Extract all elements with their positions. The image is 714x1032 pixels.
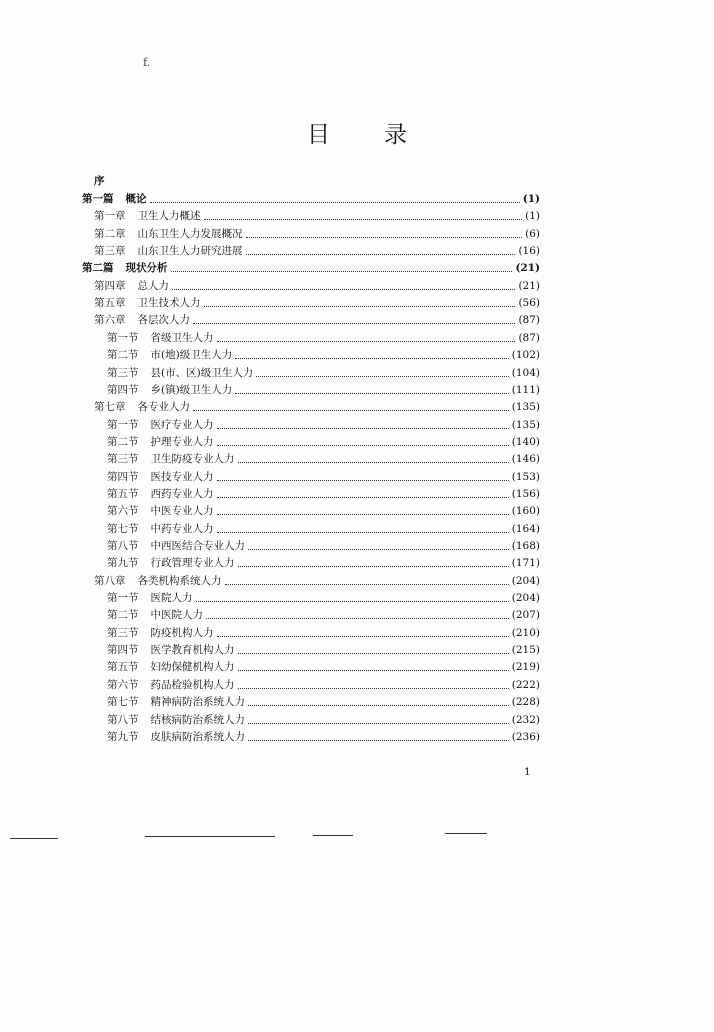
toc-entry — [107, 590, 540, 607]
toc-entry-label: 第六节 — [107, 678, 139, 691]
toc-entry-page: (219) — [511, 661, 540, 674]
dot-leader — [150, 192, 520, 203]
toc-entry — [107, 451, 540, 468]
toc-entry — [94, 226, 540, 243]
toc-entry — [82, 191, 540, 208]
toc-entry — [82, 260, 540, 277]
toc-entry-label: 第一节 — [107, 331, 139, 344]
toc-entry-page: (135) — [511, 401, 540, 414]
dot-leader — [217, 470, 509, 481]
toc-entry-page: (232) — [511, 713, 540, 726]
toc-entry-label: 第九节 — [107, 730, 139, 743]
toc-entry — [107, 712, 540, 729]
toc-entry-page: (207) — [511, 609, 540, 622]
dot-leader — [246, 227, 523, 238]
toc-entry-label: 第二篇 — [82, 262, 114, 275]
toc-entry-title: 中医院人力 — [150, 609, 203, 622]
dot-leader — [196, 591, 509, 602]
toc-entry-label: 第八节 — [107, 540, 139, 552]
dot-leader — [225, 574, 509, 585]
dot-leader — [238, 452, 509, 463]
toc-entry-title: 医疗专业人力 — [150, 418, 214, 431]
toc-entry-title: 西药专业人力 — [150, 487, 214, 500]
toc-entry — [107, 417, 540, 434]
toc-entry — [107, 503, 540, 520]
toc-entry-title: 医院人力 — [150, 592, 193, 605]
toc-entry — [107, 538, 540, 555]
toc-entry — [107, 694, 540, 711]
dot-leader — [248, 713, 509, 724]
toc-entry-label: 第六节 — [107, 505, 139, 518]
toc-entry — [107, 642, 540, 659]
toc-entry-page: (111) — [511, 383, 540, 396]
dot-leader — [206, 608, 509, 619]
toc-entry-title: 卫生人力概述 — [137, 210, 201, 223]
dot-leader — [217, 331, 516, 342]
toc-entry-title: 各类机构系统人力 — [137, 574, 222, 587]
toc-entry-title: 中医专业人力 — [150, 505, 214, 518]
dot-leader — [235, 348, 509, 359]
toc-entry-page: (16) — [518, 245, 540, 258]
toc-entry-title: 防疫机构人力 — [150, 626, 214, 639]
toc-entry-label: 第五节 — [107, 487, 139, 500]
toc-entry — [94, 208, 540, 225]
toc-entry-label: 第七节 — [107, 522, 139, 535]
toc-entry-page: (87) — [518, 314, 540, 327]
toc-entry — [107, 555, 540, 572]
toc-entry — [107, 521, 540, 538]
toc-entry — [107, 607, 540, 624]
toc-entry-page: (156) — [511, 487, 540, 500]
toc-entry-title: 行政管理专业人力 — [150, 557, 235, 570]
dot-leader — [193, 313, 515, 324]
toc-entry-page: (164) — [511, 522, 540, 535]
dot-leader — [238, 556, 509, 567]
dot-leader — [217, 522, 509, 533]
dot-leader — [238, 678, 509, 689]
toc-entry-page: (87) — [518, 331, 540, 344]
dot-leader — [217, 418, 509, 429]
toc-entry-label: 第一节 — [107, 418, 139, 431]
toc-entry — [107, 434, 540, 451]
toc-entry-title: 概论 — [125, 193, 147, 205]
toc-entry-label: 第一章 — [94, 210, 126, 223]
dot-leader — [193, 400, 509, 411]
scan-line — [10, 838, 58, 839]
toc-entry-label: 第七节 — [107, 696, 139, 709]
toc-entry-page: (1) — [525, 210, 540, 223]
toc-entry-page: (204) — [511, 592, 540, 605]
dot-leader — [248, 695, 509, 706]
toc-entry-page: (204) — [511, 574, 540, 587]
page-number: 1 — [524, 766, 531, 778]
toc-entry-title: 结核病防治系统人力 — [150, 713, 245, 726]
toc-entry-page: (102) — [511, 349, 540, 362]
toc-entry-page: (160) — [511, 505, 540, 518]
toc-entry-label: 第八节 — [107, 713, 139, 726]
toc-entry — [107, 659, 540, 676]
toc-entry — [107, 486, 540, 503]
toc-entry — [107, 382, 540, 399]
toc-entry-title: 中药专业人力 — [150, 522, 214, 535]
dot-leader — [256, 366, 509, 377]
toc-entry-title: 各专业人力 — [137, 401, 190, 414]
toc-entry-page: (140) — [511, 435, 540, 448]
toc-entry — [107, 330, 540, 347]
toc-entry-title: 护理专业人力 — [150, 435, 214, 448]
toc-entry-label: 第四章 — [94, 279, 126, 292]
toc-entry-label: 第二章 — [94, 227, 126, 240]
dot-leader — [204, 209, 523, 220]
toc-entry-label: 第二节 — [107, 349, 139, 362]
toc-entry-title: 乡(镇)级卫生人力 — [150, 383, 233, 396]
scan-line — [445, 833, 487, 834]
toc-entry-label: 第三节 — [107, 453, 139, 466]
toc-entry-page: (104) — [511, 366, 540, 379]
dot-leader — [248, 539, 509, 550]
toc-entry-title: 各层次人力 — [137, 314, 190, 327]
scan-line — [313, 835, 353, 836]
toc-entry-label: 第一篇 — [82, 193, 114, 205]
dot-leader — [235, 383, 509, 394]
toc-entry-page: (168) — [511, 540, 540, 552]
toc-entry-title: 中西医结合专业人力 — [150, 540, 245, 552]
toc-entry — [107, 347, 540, 364]
toc-entry — [94, 243, 540, 260]
toc-entry-page: (21) — [515, 262, 540, 275]
toc-entry-page: (146) — [511, 453, 540, 466]
toc-entry-label: 第八章 — [94, 574, 126, 587]
dot-leader — [238, 660, 509, 671]
dot-leader — [217, 626, 509, 637]
toc-entry-label: 第四节 — [107, 383, 139, 396]
toc-entry — [94, 399, 540, 416]
toc-entry-title: 卫生技术人力 — [137, 297, 201, 310]
scan-line — [145, 836, 275, 837]
toc-entry-label: 第一节 — [107, 592, 139, 605]
toc-entry — [94, 295, 540, 312]
toc-entry-page: (135) — [511, 418, 540, 431]
toc-entry-title: 皮肤病防治系统人力 — [150, 730, 245, 743]
toc-entry-page: (153) — [511, 470, 540, 483]
toc-entry-title: 县(市、区)级卫生人力 — [150, 366, 254, 379]
toc-entry-page: (21) — [518, 279, 540, 292]
toc-entry-title: 药品检验机构人力 — [150, 678, 235, 691]
toc-entry — [107, 677, 540, 694]
dot-leader — [217, 435, 509, 446]
dot-leader — [248, 730, 509, 741]
toc-entry — [94, 278, 540, 295]
toc-entry — [107, 625, 540, 642]
toc-entry-page: (56) — [518, 297, 540, 310]
toc-entry-label: 第六章 — [94, 314, 126, 327]
dot-leader — [246, 244, 516, 255]
toc-entry-title: 医学教育机构人力 — [150, 644, 235, 657]
toc-entry-title: 妇幼保健机构人力 — [150, 661, 235, 674]
preface-heading: 序 — [94, 175, 105, 187]
toc-entry-label: 第七章 — [94, 401, 126, 414]
toc-entry-title: 卫生防疫专业人力 — [150, 453, 235, 466]
toc-entry-page: (210) — [511, 626, 540, 639]
toc-entry-label: 第二节 — [107, 609, 139, 622]
toc-entry-title: 山东卫生人力发展概况 — [137, 227, 243, 240]
toc-entry — [94, 312, 540, 329]
toc-entry — [107, 729, 540, 746]
toc-entry-label: 第四节 — [107, 470, 139, 483]
corner-mark: f. — [143, 56, 151, 69]
dot-leader — [172, 279, 515, 290]
toc-entry — [94, 573, 540, 590]
dot-leader — [204, 296, 516, 307]
toc-entry-label: 第三章 — [94, 245, 126, 258]
toc-entry-page: (1) — [522, 193, 540, 205]
toc-entry-label: 第三节 — [107, 626, 139, 639]
toc-entry-label: 第四节 — [107, 644, 139, 657]
dot-leader — [217, 504, 509, 515]
page-title: 目录 — [307, 122, 461, 148]
toc-entry-label: 第二节 — [107, 435, 139, 448]
toc-entry-title: 精神病防治系统人力 — [150, 696, 245, 709]
toc-entry-page: (215) — [511, 644, 540, 657]
toc-entry-page: (171) — [511, 557, 540, 570]
toc-entry-page: (6) — [525, 227, 540, 240]
toc-entry-label: 第三节 — [107, 366, 139, 379]
dot-leader — [171, 261, 513, 272]
toc-entry — [107, 469, 540, 486]
toc-entry-title: 山东卫生人力研究进展 — [137, 245, 243, 258]
toc-entry-title: 医技专业人力 — [150, 470, 214, 483]
toc-entry-label: 第五章 — [94, 297, 126, 310]
toc-entry-page: (228) — [511, 696, 540, 709]
toc-entry-label: 第五节 — [107, 661, 139, 674]
dot-leader — [238, 643, 509, 654]
toc-entry-page: (236) — [511, 730, 540, 743]
toc-entry-label: 第九节 — [107, 557, 139, 570]
toc-entry — [107, 365, 540, 382]
toc-entry-title: 省级卫生人力 — [150, 331, 214, 344]
dot-leader — [217, 487, 509, 498]
toc-entry-title: 市(地)级卫生人力 — [150, 349, 233, 362]
toc-entry-title: 总人力 — [137, 279, 169, 292]
toc-entry-page: (222) — [511, 678, 540, 691]
toc-entry-title: 现状分析 — [125, 262, 168, 275]
